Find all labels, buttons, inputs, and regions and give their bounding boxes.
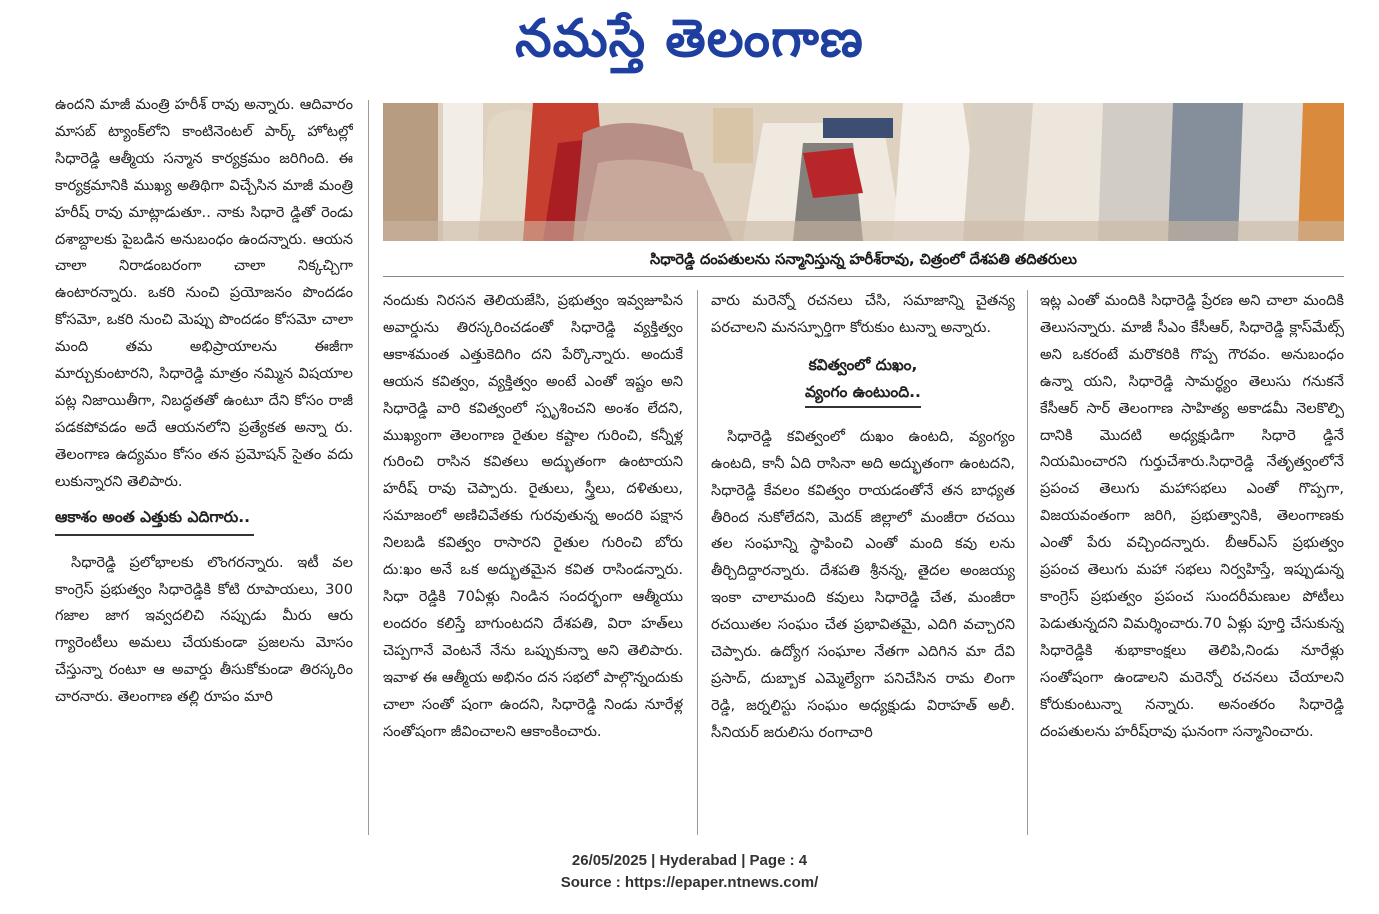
subheading-akasham: ఆకాశం అంత ఎత్తుకు ఎదిగారు.. (55, 502, 254, 536)
column-divider (368, 100, 369, 835)
page-footer (0, 850, 1379, 894)
source-link[interactable]: Source : https://epaper.ntnews.com/ (560, 874, 819, 891)
column-divider (1027, 290, 1028, 835)
paragraph: సిధారెడ్డి కవిత్వంలో దుఖం ఉంటది, వ్యంగ్యం ఉంటది, కానీ ఏది రాసినా అది అద్భుతంగా ఉంటదని, సిధారెడ్డి కేవలం కవిత్వం రాయడంతోనే తన బాధ్యత తీరింద నుకోలేదని, మెదక్ జిల్లాలో మంజీరా రచయి తల సంఘాన్ని స్థాపించి ఎంతో మంది కవు లను తీర్చిదిద్దారన్నారు. దేశపతి శ్రీనన్న, తైదల అంజయ్య ఇంకా చాలామంది కవులు సిధారెడ్డి చేత, మంజీరా రచయితల సంఘం చేత ప్రభావితమై, ఎదిగి వచ్చారని చెప్పారు. ఉద్యోగ సంఘాల నేతగా ఎదిగిన మా దేవి ప్రసాద్, దుబ్బాక ఎమ్మెల్యేగా పనిచేసిన రామ లింగా రెడ్డి, జర్నలిస్టు సంఘం అధ్యక్షుడు విరాహత్ అలీ. సీనియర్ జరులిసు రంగాచారి (711, 427, 1015, 741)
subheading-kavitvam (711, 352, 1015, 408)
photo-illustration (383, 103, 1344, 241)
paragraph: సిధారెడ్డి ప్రలోభాలకు లొంగరన్నారు. ఇటీ వల కాంగ్రెస్ ప్రభుత్వం సిధారెడ్డికి కోటి రూపాయలు, 300 గజాల జాగ ఇవ్వదలిచి నప్పుడు మీరు ఆరు గ్యారెంటీలు అమలు చేయకుండా ప్రజలను మోసం చేస్తున్నా రంటూ ఆ అవార్డు తీసుకోకుండా తిరస్కరిం చారనారు. తెలంగాణ తల్లి రూపం మారి (55, 553, 353, 706)
article-column-3 (711, 288, 1015, 834)
article-column-1 (55, 92, 353, 832)
masthead (0, 6, 1379, 76)
subheading-line-2: వ్యంగం ఉంటుంది.. (805, 379, 921, 408)
event-photo (383, 103, 1344, 241)
article-column-2 (383, 288, 683, 834)
paragraph: వారు మరెన్నో రచనలు చేసి, సమాజాన్ని చైతన్య పరచాలని మనస్ఫూర్తిగా కోరుకుం టున్నా అన్నారు. (711, 292, 1015, 336)
article-column-4 (1040, 288, 1344, 834)
paragraph: ఉందని మాజీ మంత్రి హరీశ్ రావు అన్నారు. ఆదివారం మాసబ్ ట్యాంక్‌లోని కాంటినెంటల్ పార్క్ హోటల్లో సిధారెడ్డి ఆత్మీయ సన్మాన కార్యక్రమం జరిగింది. ఈ కార్యక్రమానికి ముఖ్య అతిథిగా విచ్చేసిన మాజీ మంత్రి హరీష్ రావు మాట్లాడుతూ.. నాకు సిధారె డ్డితో రెండు దశాబ్దాలకు పైబడిన అనుబంధం ఉందన్నారు. ఆయన చాలా నిరాడంబరంగా చాలా నిక్కచ్చిగా ఉంటారన్నారు. ఒకరి నుంచి ప్రయోజనం పొందడం కోసమో, ఒకరి నుంచి మెప్పు పొందడం కోసమో చాలా మంది తమ అభిప్రాయాలను ఈజీగా మార్చుకుంటారని, సిధారెడ్డి మాత్రం నమ్మిన విషయాల పట్ల నిజాయితీగా, నిబద్ధతతో ఉంటూ దేని కోసం రాజీ పడకపోవడం అదే ఆయనలోని ప్రత్యేకత అన్నా రు. తెలంగాణ ఉద్యమం కోసం తన ప్రమోషన్ సైతం వదు లుకున్నారని తెలిపారు. (55, 96, 353, 490)
subheading-line-1: కవిత్వంలో దుఖం, (808, 355, 918, 374)
photo-caption: సిధారెడ్డి దంపతులను సన్మానిస్తున్న హరీశ్‌రావు, చిత్రంలో దేశపతి తదితరులు (383, 246, 1344, 277)
newspaper-logo: నమస్తే తెలంగాణ (515, 9, 864, 69)
column-divider (697, 290, 698, 835)
paragraph: నందుకు నిరసన తెలియజేసి, ప్రభుత్వం ఇవ్వజూపిన అవార్డును తిరస్కరించడంతో సిధారెడ్డి వ్యక్తిత్వం ఆకాశమంత ఎత్తుకెదిగిం దని పేర్కొన్నారు. అందుకే ఆయన కవిత్వం, వ్యక్తిత్వం అంటే ఎంతో ఇష్టం అని సిధారెడ్డి వారి కవిత్వంలో స్పృశించని అంశం లేదని, ముఖ్యంగా తెలంగాణ రైతుల కష్టాల గురించి, కన్నీళ్ల గురించి రాసిన కవితలు అద్భుతంగా ఉంటాయని హరీష్ రావు చెప్పారు. రైతులు, స్త్రీలు, దళితులు, సమాజంలో అణిచివేతకు గురవుతున్న అందరి పక్షాన నిలబడి కవిత్వం రాసారని రైతుల గురించి బోరు దు:ఖం అనే ఒక అద్భుతమైన కవిత రాసిండన్నారు. సిధా రెడ్డికి 70ఏళ్లు నిండిన సందర్భంగా ఆత్మీయు లందరం కలిస్తే బాగుంటదని దేశపతి, విరా హత్‌లు చెప్పగానే వెంటనే నేను ఒప్పుకున్నా అని తెలిపారు. ఇవాళ ఈ ఆత్మీయ అభినం దన సభలో పాల్గొన్నందుకు చాలా సంతో షంగా ఉందని, సిధారెడ్డి నిండు నూరేళ్ల సంతోషంగా జీవించాలని ఆకాంకించారు. (383, 292, 683, 740)
paragraph: ఇట్ల ఎంతో మందికి సిధారెడ్డి ప్రేరణ అని చాలా మందికి తెలుసన్నారు. మాజీ సీఎం కేసీఆర్, సిధారెడ్డి క్లాస్‌మేట్స్ అని ఒకరంటే మరొకరికి గొప్ప గౌరవం. అనుబంధం ఉన్నా యని, సిధారెడ్డి సామర్థ్యం తెలుసు గనుకనే కేసీఆర్ సార్ తెలంగాణ సాహిత్య అకాడమీ నెలకొల్పి దానికి మొదటి అధ్యక్షుడిగా సిధారె డ్డినే నియమించారని గుర్తుచేశారు.సిధారెడ్డి నేతృత్వంలోనే ప్రపంచ తెలుగు మహాసభలు ఎంతో గొప్పగా, విజయవంతంగా జరిగి, ప్రభుత్వానికి, తెలంగాణకు ఎంతో పేరు వచ్చిందన్నారు. బీఆర్ఎస్ ప్రభుత్వం ప్రపంచ తెలుగు మహా సభలు నిర్వహిస్తే, ఇప్పుడున్న కాంగ్రెస్ ప్రభుత్వం ప్రపంచ సుందరీమణుల పోటీలు పెడుతున్నదని విమర్శించారు.70 ఏళ్లు పూర్తి చేసుకున్న సిధారెడ్డికి శుభాకాంక్షలు తెలిపి,నిండు నూరేళ్లు సంతోషంగా ఉండాలని మరెన్నో రచనలు చేయాలని కోరుకుంటున్నా నన్నారు. అనంతరం సిధారెడ్డి దంపతులను హరీష్‌రావు ఘనంగా సన్మానించారు. (1040, 292, 1344, 740)
date-edition-page: 26/05/2025 | Hyderabad | Page : 4 (571, 852, 808, 869)
